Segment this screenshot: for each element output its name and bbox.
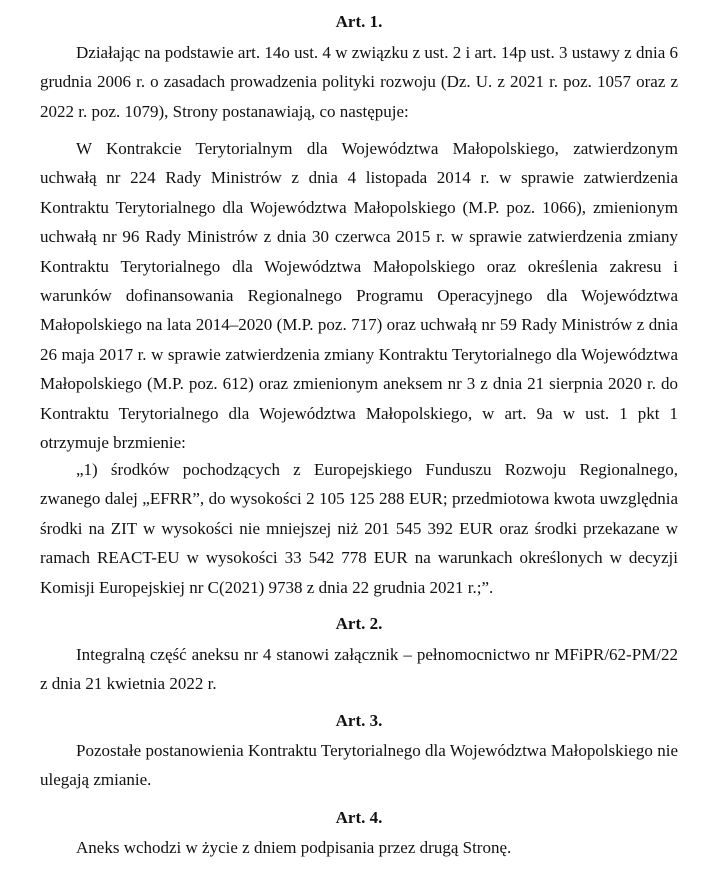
- article-4-heading: Art. 4.: [335, 808, 383, 827]
- article-1-heading: Art. 1.: [335, 12, 383, 31]
- article-3-heading: Art. 3.: [335, 711, 383, 730]
- article-1-quoted-point: „1) środków pochodzących z Europejskiego Funduszu Rozwoju Regionalnego, zwanego dalej „EFRR”, do wysokości 2 105 125 288 EUR; przedmiotowa kwota uwzględnia środki na ZIT w wysokości nie mniejszej niż 201 545 392 EUR oraz środki przekazane w ramach REACT-EU w wysokości 33 542 778 EUR na warunkach określonych w decyzji Komisji Europejskiej nr C(2021) 9738 z dnia 22 grudnia 2021 r.;”.: [40, 460, 678, 597]
- article-3-paragraph: Pozostałe postanowienia Kontraktu Terytorialnego dla Województwa Małopolskiego nie ulegają zmianie.: [40, 741, 678, 790]
- article-4-paragraph: Aneks wchodzi w życie z dniem podpisania przez drugą Stronę.: [76, 838, 512, 857]
- article-1-paragraph-2: W Kontrakcie Terytorialnym dla Województwa Małopolskiego, zatwierdzonym uchwałą nr 224 Rady Ministrów z dnia 4 listopada 2014 r. w sprawie zatwierdzenia Kontraktu Terytorialnego dla Województwa Małopolskiego (M.P. poz. 1066), zmienionym uchwałą nr 96 Rady Ministrów z dnia 30 czerwca 2015 r. w sprawie zatwierdzenia zmiany Kontraktu Terytorialnego dla Województwa Małopolskiego oraz określenia zakresu i warunków dofinansowania Regionalnego Programu Operacyjnego dla Województwa Małopolskiego na lata 2014–2020 (M.P. poz. 717) oraz uchwałą nr 59 Rady Ministrów z dnia 26 maja 2017 r. w sprawie zatwierdzenia zmiany Kontraktu Terytorialnego dla Województwa Małopolskiego (M.P. poz. 612) oraz zmienionym aneksem nr 3 z dnia 21 sierpnia 2020 r. do Kontraktu Terytorialnego dla Województwa Małopolskiego, w art. 9a w ust. 1 pkt 1 otrzymuje brzmienie:: [40, 139, 678, 453]
- article-2-heading: Art. 2.: [335, 614, 383, 633]
- article-1-paragraph-1: Działając na podstawie art. 14o ust. 4 w związku z ust. 2 i art. 14p ust. 3 ustawy z dnia 6 grudnia 2006 r. o zasadach prowadzenia polityki rozwoju (Dz. U. z 2021 r. poz. 1057 oraz z 2022 r. poz. 1079), Strony postanawiają, co następuje:: [40, 43, 678, 121]
- article-2-paragraph: Integralną część aneksu nr 4 stanowi załącznik – pełnomocnictwo nr MFiPR/62-PM/22 z dnia 21 kwietnia 2022 r.: [40, 645, 678, 694]
